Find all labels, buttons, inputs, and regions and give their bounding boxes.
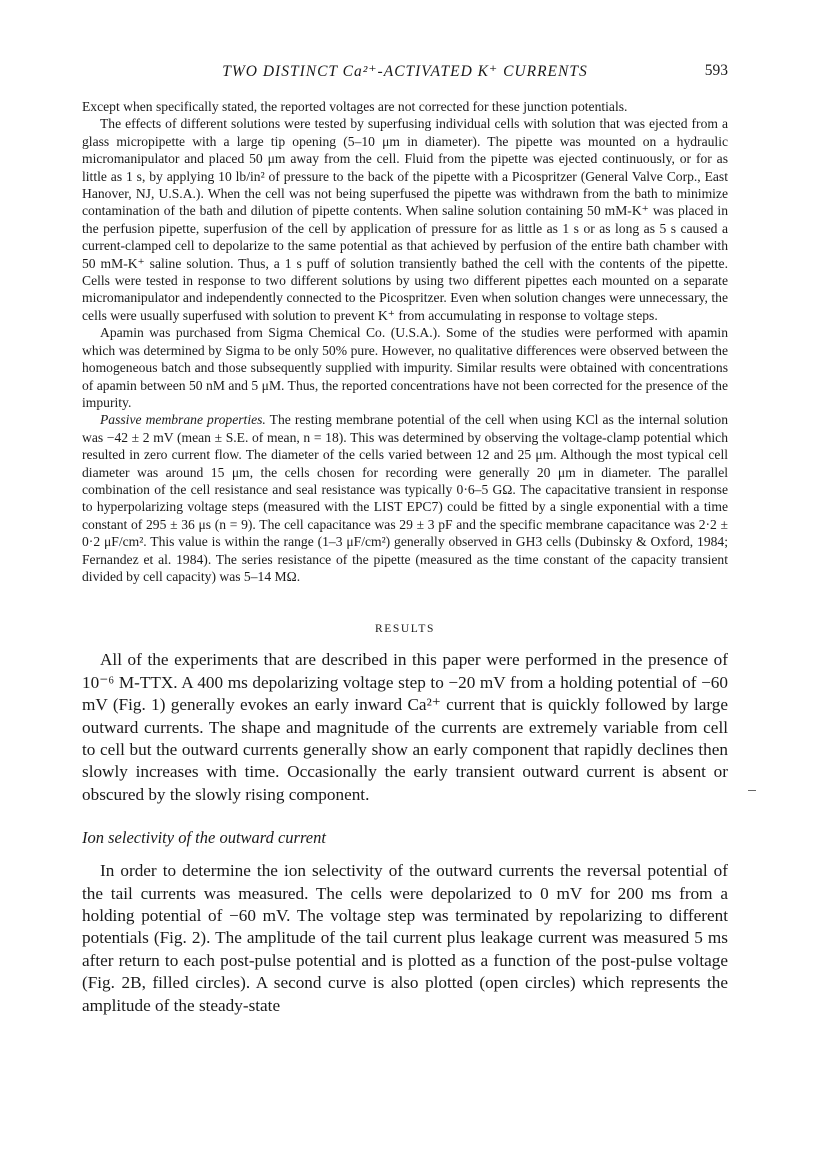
- margin-mark: [748, 790, 756, 791]
- results-heading: RESULTS: [375, 623, 435, 636]
- methods-paragraph-2: The effects of different solutions were tested by superfusing individual cells with solution that was ejected from a glass micropipette with a large tip opening (5–10 μm in diameter). The pipette was mounted on a hydraulic micromanipulator and placed 50 μm away from the cell. Fluid from the pipette was ejected continuously, or for as little as 1 s, by applying 10 lb/in² of pressure to the back of the pipette with a Picospritzer (General Valve Corp., East Hanover, NJ, U.S.A.). When the cell was not being superfused the pipette was withdrawn from the bath to minimize contamination of the bath and dilution of pipette contents. When saline solution containing 50 mM-K⁺ was placed in the perfusion pipette, superfusion of the cell by application of pressure for as little as 1 s or as long as 5 s caused a current-clamped cell to depolarize to the same potential as that achieved by perfusion of the entire bath chamber with 50 mM-K⁺ saline solution. Thus, a 1 s puff of solution transiently bathed the cell with the contents of the pipette. Cells were tested in response to two different solutions by using two different pipettes each mounted on a separate micromanipulator and independently connected to the Picospritzer. Even when solution changes were unnecessary, the cells were usually superfused with solution to prevent K⁺ from accumulating in response to voltage steps.: [82, 116, 728, 323]
- page-number: 593: [704, 62, 728, 79]
- section-subheading: Ion selectivity of the outward current: [82, 828, 326, 848]
- methods-paragraph-4: [82, 411, 728, 585]
- methods-paragraph-3: Apamin was purchased from Sigma Chemical Co. (U.S.A.). Some of the studies were performed with apamin which was determined by Sigma to be only 50% pure. However, no qualitative differences were observed between the homogeneous batch and those subsequently supplied with impurity. Similar results were obtained with concentrations of apamin between 50 nM and 5 μM. Thus, the reported concentrations have not been corrected for the presence of the impurity.: [82, 325, 728, 410]
- results-paragraph-1: All of the experiments that are described in this paper were performed in the presence of 10⁻⁶ M-TTX. A 400 ms depolarizing voltage step to −20 mV from a holding potential of −60 mV (Fig. 1) generally evokes an early inward Ca²⁺ current that is quickly followed by large outward currents. The shape and magnitude of the currents are extremely variable from cell to cell but the outward currents generally show an early component that rapidly declines then slowly increases with time. Occasionally the early transient outward current is absent or obscured by the slowly rising component.: [82, 650, 728, 804]
- methods-section: [82, 98, 728, 585]
- methods-paragraph-1: Except when specifically stated, the reported voltages are not corrected for these junction potentials.: [82, 99, 628, 114]
- running-header: [82, 62, 728, 86]
- journal-page: [82, 62, 728, 1017]
- paragraph-body: The resting membrane potential of the cell when using KCl as the internal solution was −42 ± 2 mV (mean ± S.E. of mean, n = 18). This was determined by observing the voltage-clamp potential which resulted in zero current flow. The diameter of the cells varied between 12 and 25 μm. Although the most typical cell diameter was around 15 μm, the cells chosen for recording were generally 20 μm in diameter. The parallel combination of the cell resistance and seal resistance was typically 0·6–5 GΩ. The capacitative transient in response to hyperpolarizing voltage steps (measured with the LIST EPC7) could be fitted by a single exponential with a time constant of 295 ± 36 μs (n = 9). The cell capacitance was 29 ± 3 pF and the specific membrane capacitance was 2·2 ± 0·2 μF/cm². This value is within the range (1–3 μF/cm²) generally observed in GH3 cells (Dubinsky & Oxford, 1984; Fernandez et al. 1984). The series resistance of the pipette (measured as the time constant of the capacity transient divided by cell capacity) was 5–14 MΩ.: [82, 412, 728, 584]
- paragraph-lead: Passive membrane properties.: [100, 412, 266, 428]
- results-paragraph-2: In order to determine the ion selectivity of the outward currents the reversal potential of the tail currents was measured. The cells were depolarized to 0 mV for 200 ms from a holding potential of −60 mV. The voltage step was terminated by repolarizing to different potentials (Fig. 2). The amplitude of the tail current plus leakage current was measured 5 ms after return to each post-pulse potential and is plotted as a function of the post-pulse voltage (Fig. 2B, filled circles). A second curve is also plotted (open circles) which represents the amplitude of the steady-state: [82, 861, 728, 1015]
- results-section: [82, 649, 728, 1017]
- running-title: TWO DISTINCT Ca²⁺-ACTIVATED K⁺ CURRENTS: [222, 63, 588, 80]
